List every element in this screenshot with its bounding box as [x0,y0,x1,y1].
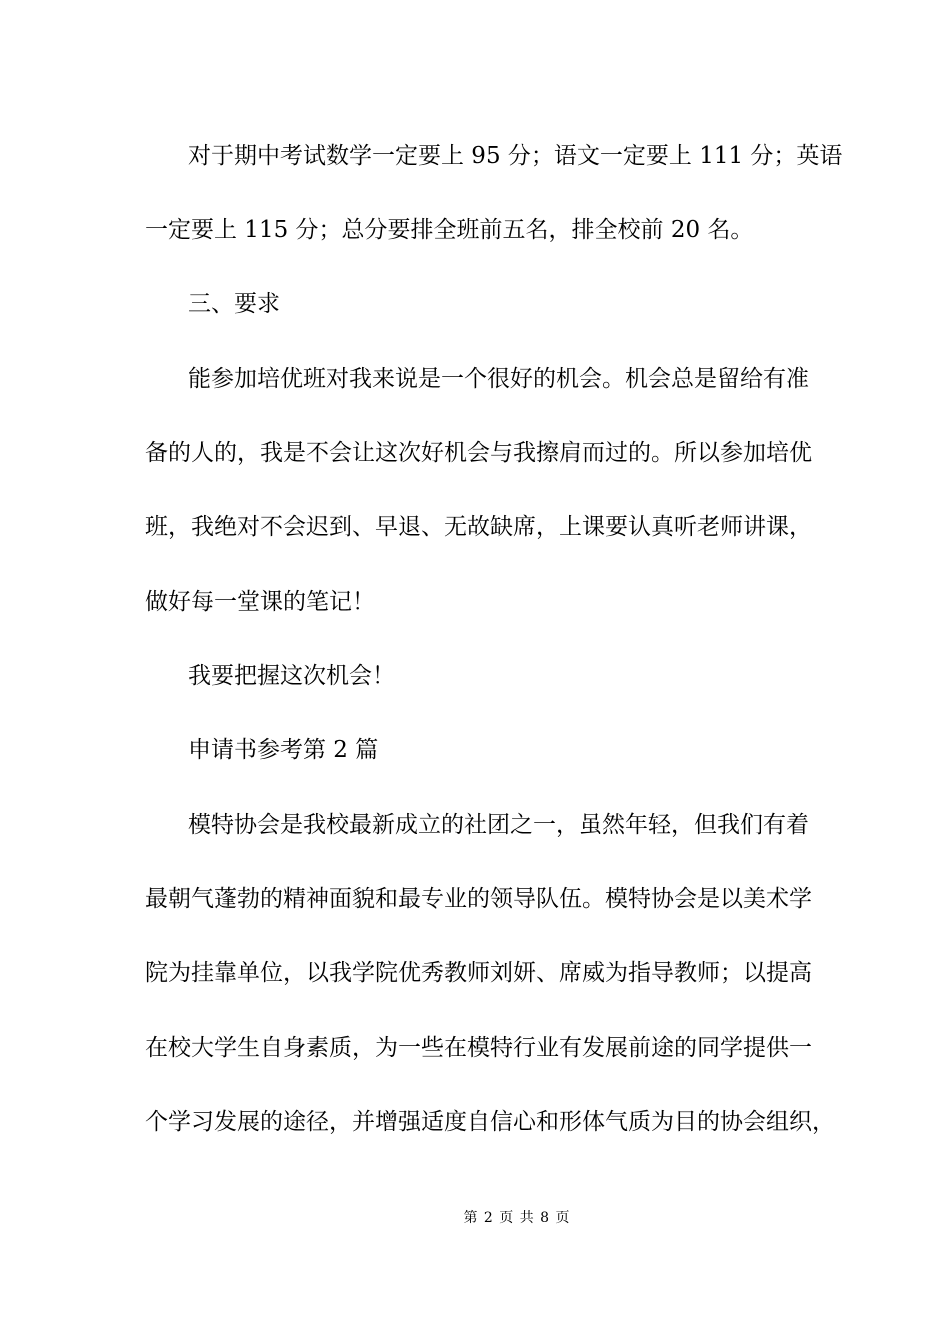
page-number: 第 2 页 共 8 页 [463,1210,571,1226]
paragraph-line: 院为挂靠单位，以我学院优秀教师刘妍、席威为指导教师；以提高 [145,960,812,986]
paragraph-line: 做好每一堂课的笔记！ [145,589,375,615]
paragraph-line: 模特协会是我校最新成立的社团之一，虽然年轻，但我们有着 [188,812,809,838]
paragraph-line: 一定要上 115 分；总分要排全班前五名，排全校前 20 名。 [145,217,754,243]
paragraph-line: 个学习发展的途径，并增强适度自信心和形体气质为目的协会组织， [145,1109,835,1135]
paragraph-line: 班，我绝对不会迟到、早退、无故缺席，上课要认真听老师讲课， [145,514,812,540]
article-title: 申请书参考第 2 篇 [188,737,379,763]
paragraph-line: 在校大学生自身素质，为一些在模特行业有发展前途的同学提供一 [145,1035,812,1061]
paragraph-line: 能参加培优班对我来说是一个很好的机会。机会总是留给有准 [188,366,809,392]
paragraph-line: 对于期中考试数学一定要上 95 分；语文一定要上 111 分；英语 [188,143,843,169]
paragraph-line: 最朝气蓬勃的精神面貌和最专业的领导队伍。模特协会是以美术学 [145,886,812,912]
paragraph-line: 备的人的，我是不会让这次好机会与我擦肩而过的。所以参加培优 [145,440,812,466]
paragraph-line: 我要把握这次机会！ [188,663,395,689]
section-heading: 三、要求 [188,291,280,317]
